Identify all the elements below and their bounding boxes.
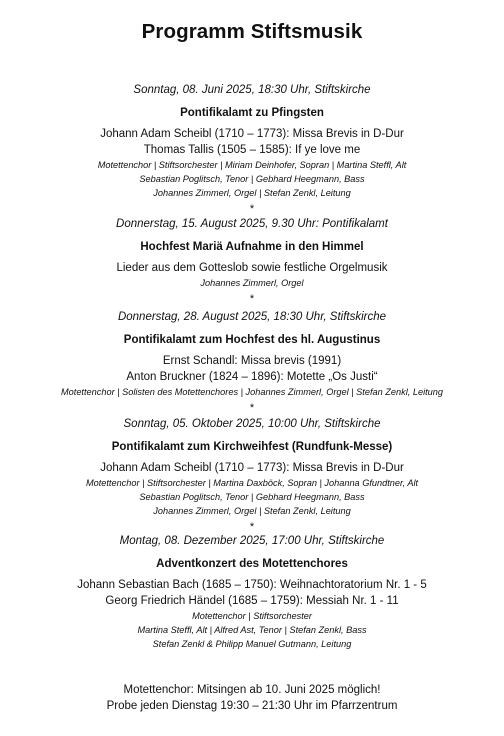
event-date: Montag, 08. Dezember 2025, 17:00 Uhr, Stiftskirche [119, 535, 385, 547]
page-title: Programm Stiftsmusik [141, 20, 363, 43]
event-work: Anton Bruckner (1824 – 1896): Motette „Os Justi“ [126, 371, 378, 383]
event-performers: Motettenchor | Stiftsorchester | Martina Daxböck, Sopran | Johanna Gfundtner, Alt [85, 478, 419, 488]
footer-note [0, 682, 504, 714]
event-work: Johann Adam Scheibl (1710 – 1773): Missa Brevis in D-Dur [100, 462, 404, 474]
event-block [0, 214, 504, 306]
separator-asterisk: * [249, 293, 255, 305]
event-heading: Adventkonzert des Motettenchores [156, 558, 348, 570]
event-performers: Sebastian Poglitsch, Tenor | Gebhard Heegmann, Bass [139, 492, 365, 502]
event-performers: Martina Steffl, Alt | Alfred Ast, Tenor | Stefan Zenkl, Bass [137, 625, 367, 635]
event-heading: Pontifikalamt zu Pfingsten [180, 107, 324, 119]
event-work: Johann Adam Scheibl (1710 – 1773): Missa Brevis in D-Dur [100, 128, 404, 140]
event-work: Johann Sebastian Bach (1685 – 1750): Weihnachtoratorium Nr. 1 - 5 [77, 579, 427, 591]
event-work: Ernst Schandl: Missa brevis (1991) [162, 355, 342, 367]
event-block [0, 80, 504, 216]
event-performers: Sebastian Poglitsch, Tenor | Gebhard Heegmann, Bass [139, 174, 365, 184]
event-performers: Motettenchor | Stiftsorchester | Miriam Deinhofer, Sopran | Martina Steffl, Alt [97, 160, 407, 170]
event-work: Georg Friedrich Händel (1685 – 1759): Messiah Nr. 1 - 11 [105, 595, 399, 607]
event-block [0, 307, 504, 415]
separator-asterisk: * [249, 402, 255, 414]
separator-asterisk: * [249, 521, 255, 533]
footer-line-rehearsal-invite: Motettenchor: Mitsingen ab 10. Juni 2025 möglich! [123, 684, 381, 696]
event-block [0, 414, 504, 534]
event-block [0, 531, 504, 651]
event-date: Sonntag, 05. Oktober 2025, 10:00 Uhr, Stiftskirche [123, 418, 381, 430]
event-performers: Motettenchor | Stiftsorchester [192, 611, 312, 621]
event-performers: Johannes Zimmerl, Orgel | Stefan Zenkl, Leitung [153, 188, 351, 198]
event-performers: Stefan Zenkl & Philipp Manuel Gutmann, Leitung [152, 639, 352, 649]
event-date: Donnerstag, 15. August 2025, 9.30 Uhr: Pontifikalamt [116, 218, 388, 230]
event-heading: Pontifikalamt zum Kirchweihfest (Rundfunk-Messe) [111, 441, 393, 453]
event-date: Donnerstag, 28. August 2025, 18:30 Uhr, Stiftskirche [117, 311, 387, 323]
event-heading: Pontifikalamt zum Hochfest des hl. Augustinus [123, 334, 381, 346]
event-performers: Motettenchor | Solisten des Motettenchores | Johannes Zimmerl, Orgel | Stefan Zenkl, Leitung [61, 387, 443, 397]
event-date: Sonntag, 08. Juni 2025, 18:30 Uhr, Stiftskirche [133, 84, 371, 96]
event-heading: Hochfest Mariä Aufnahme in den Himmel [140, 241, 364, 253]
event-work: Thomas Tallis (1505 – 1585): If ye love me [143, 144, 361, 156]
event-performers: Johannes Zimmerl, Orgel [200, 278, 304, 288]
separator-asterisk: * [249, 203, 255, 215]
event-work: Lieder aus dem Gotteslob sowie festliche Orgelmusik [116, 262, 388, 274]
footer-line-rehearsal-time: Probe jeden Dienstag 19:30 – 21:30 Uhr im Pfarrzentrum [106, 700, 398, 712]
event-performers: Johannes Zimmerl, Orgel | Stefan Zenkl, Leitung [153, 506, 351, 516]
